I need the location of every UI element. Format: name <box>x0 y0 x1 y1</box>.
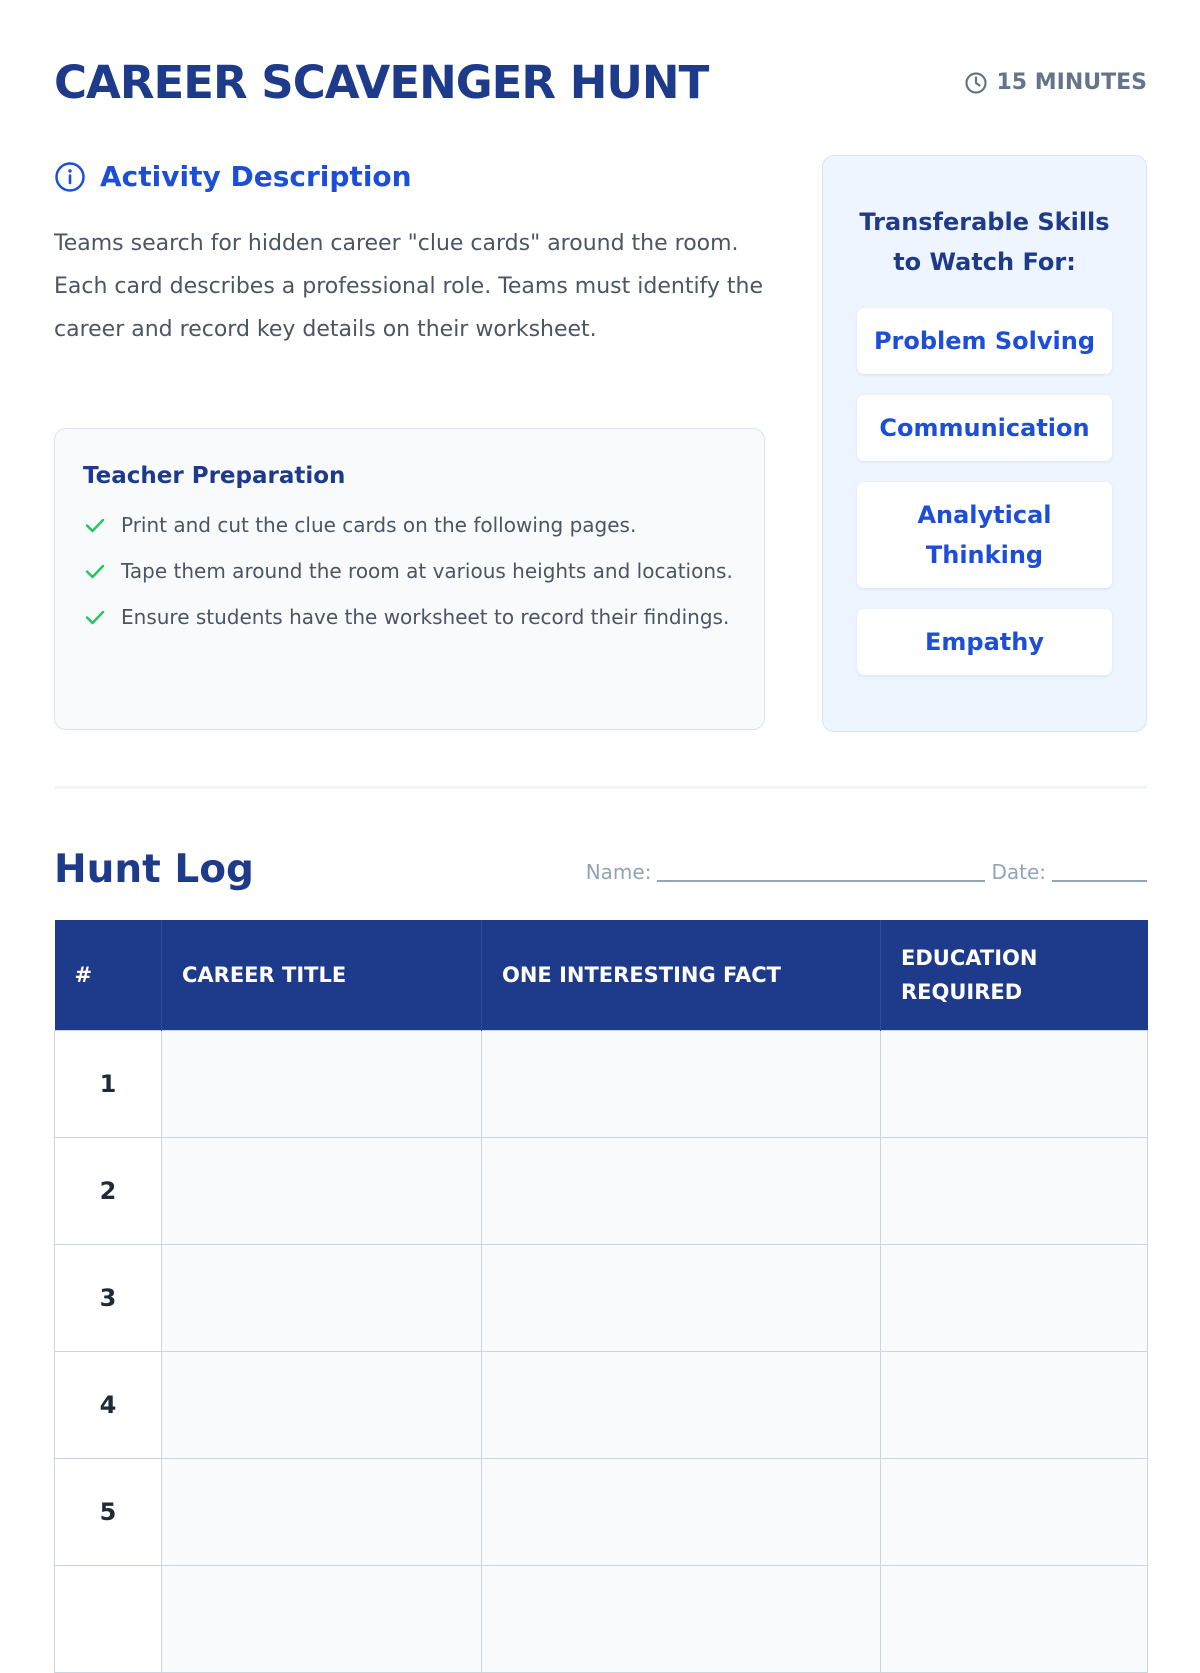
career-title-cell[interactable] <box>162 1030 482 1137</box>
interesting-fact-cell[interactable] <box>482 1565 881 1672</box>
activity-heading <box>54 150 765 204</box>
info-icon <box>54 161 86 193</box>
section-divider <box>54 786 1147 789</box>
skill-chip-communication: Communication <box>857 395 1112 461</box>
career-title-cell[interactable] <box>162 1565 482 1672</box>
activity-title: Activity Description <box>100 160 412 193</box>
interesting-fact-cell[interactable] <box>482 1351 881 1458</box>
preparation-list <box>83 509 736 634</box>
date-field[interactable] <box>1052 880 1147 882</box>
career-title-cell[interactable] <box>162 1351 482 1458</box>
check-icon <box>83 513 107 537</box>
education-cell[interactable] <box>881 1244 1148 1351</box>
clock-icon <box>964 71 988 95</box>
interesting-fact-cell[interactable] <box>482 1137 881 1244</box>
preparation-item <box>83 509 736 542</box>
education-cell[interactable] <box>881 1137 1148 1244</box>
page-header <box>54 50 1147 120</box>
preparation-item-text: Ensure students have the worksheet to record their findings. <box>121 605 730 629</box>
skill-chip-empathy: Empathy <box>857 609 1112 675</box>
duration-badge <box>964 67 1147 99</box>
name-label: Name: <box>585 860 652 884</box>
row-number: 5 <box>55 1458 162 1565</box>
career-title-cell[interactable] <box>162 1244 482 1351</box>
interesting-fact-cell[interactable] <box>482 1244 881 1351</box>
career-title-cell[interactable] <box>162 1137 482 1244</box>
row-number: 3 <box>55 1244 162 1351</box>
preparation-item-text: Print and cut the clue cards on the following pages. <box>121 513 637 537</box>
interesting-fact-cell[interactable] <box>482 1458 881 1565</box>
table-header-row <box>55 920 1148 1030</box>
preparation-item <box>83 555 736 588</box>
row-number <box>55 1565 162 1672</box>
column-header-education: EDUCATION REQUIRED <box>881 920 1148 1030</box>
skill-chip-problem-solving: Problem Solving <box>857 308 1112 374</box>
row-number: 4 <box>55 1351 162 1458</box>
education-cell[interactable] <box>881 1351 1148 1458</box>
interesting-fact-cell[interactable] <box>482 1030 881 1137</box>
transferable-skills-box <box>822 155 1147 732</box>
table-row <box>55 1030 1148 1137</box>
education-cell[interactable] <box>881 1565 1148 1672</box>
activity-section <box>54 150 765 629</box>
column-header-interesting-fact: ONE INTERESTING FACT <box>482 920 881 1030</box>
education-cell[interactable] <box>881 1458 1148 1565</box>
date-label: Date: <box>991 860 1046 884</box>
row-number: 1 <box>55 1030 162 1137</box>
column-header-career-title: CAREER TITLE <box>162 920 482 1030</box>
hunt-log-title: Hunt Log <box>54 847 254 892</box>
career-title-cell[interactable] <box>162 1458 482 1565</box>
name-date-fields <box>586 852 1147 892</box>
table-row <box>55 1565 1148 1672</box>
skill-chip-analytical-thinking: Analytical Thinking <box>857 482 1112 588</box>
table-row <box>55 1244 1148 1351</box>
table-row <box>55 1137 1148 1244</box>
preparation-item <box>83 601 736 634</box>
table-row <box>55 1351 1148 1458</box>
preparation-item-text: Tape them around the room at various heights and locations. <box>121 559 733 583</box>
skills-title: Transferable Skills to Watch For: <box>859 208 1110 276</box>
row-number: 2 <box>55 1137 162 1244</box>
page-title: CAREER SCAVENGER HUNT <box>54 56 709 109</box>
check-icon <box>83 559 107 583</box>
duration-text: 15 MINUTES <box>996 70 1147 95</box>
education-cell[interactable] <box>881 1030 1148 1137</box>
preparation-title: Teacher Preparation <box>83 463 346 489</box>
column-header-number: # <box>55 920 162 1030</box>
hunt-log-header <box>54 840 1147 900</box>
hunt-log-table <box>54 920 1148 1673</box>
table-row <box>55 1458 1148 1565</box>
teacher-preparation-box <box>54 428 765 730</box>
activity-description: Teams search for hidden career "clue cards" around the room. Each card describes a professional role. Teams must identify the career and record key details on their worksheet. <box>54 231 764 342</box>
name-field[interactable] <box>657 880 985 882</box>
check-icon <box>83 605 107 629</box>
